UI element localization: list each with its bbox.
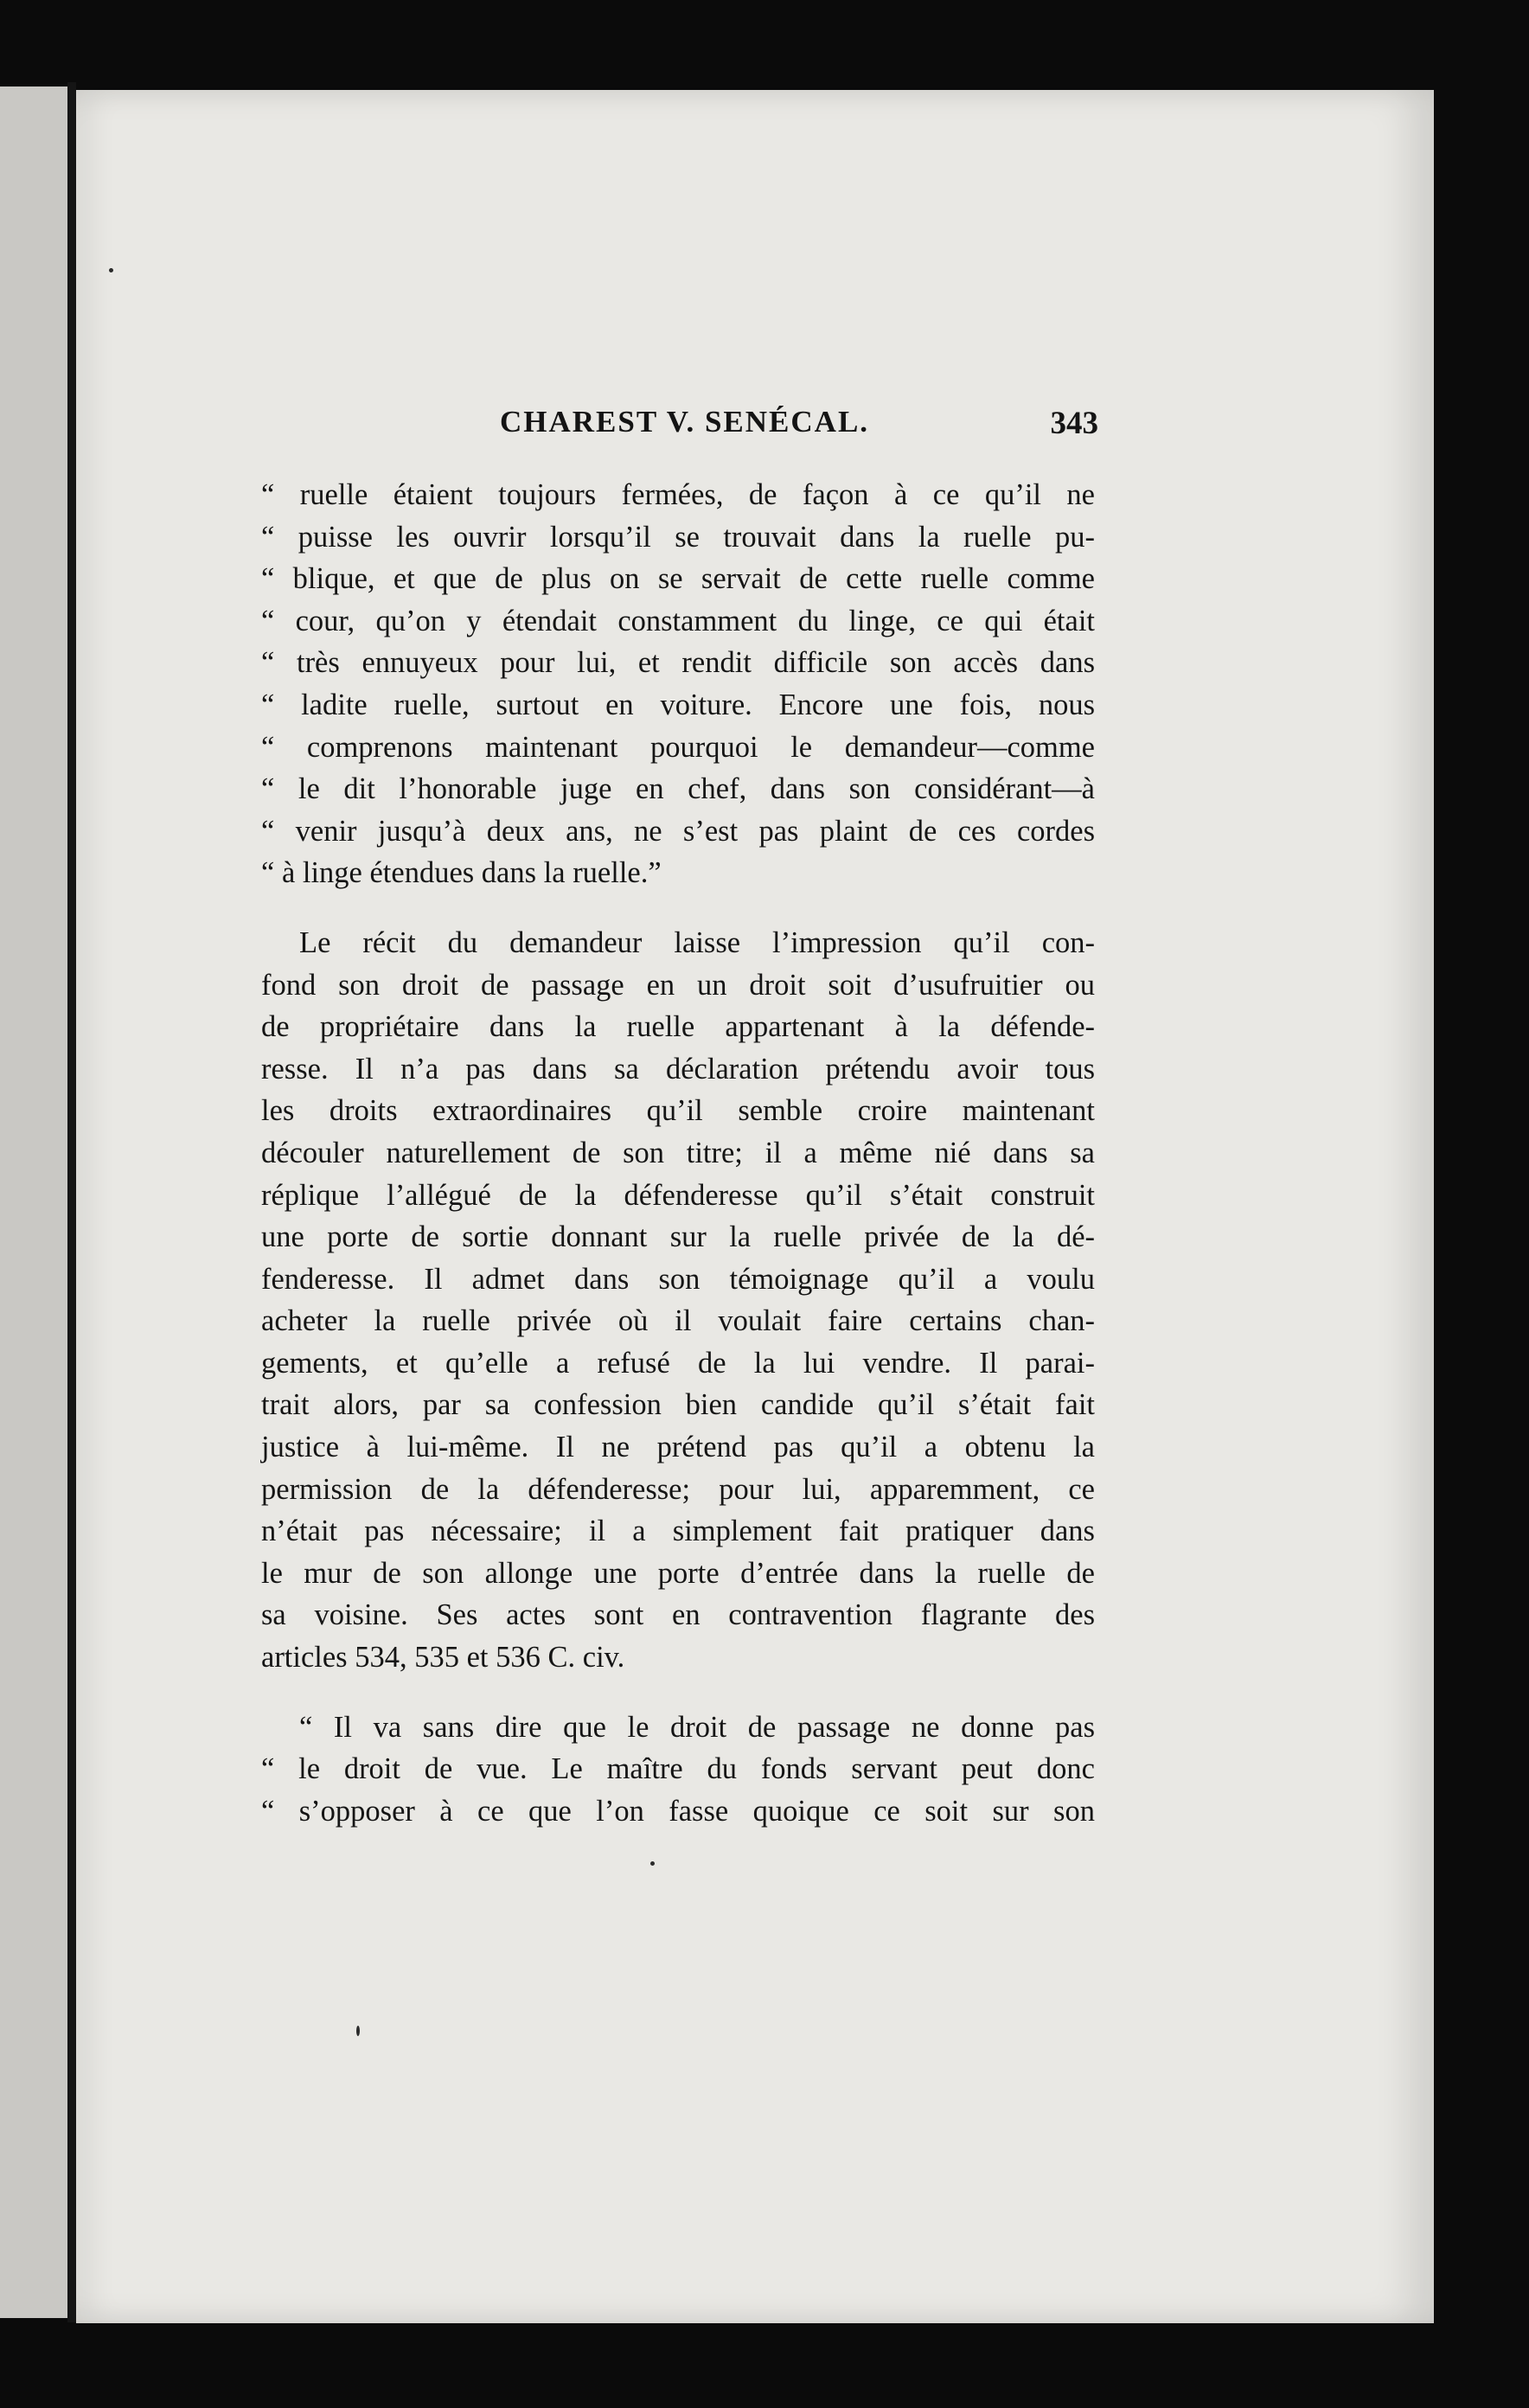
text-line: réplique l’allégué de la défenderesse qu’il s’était construit	[261, 1178, 1095, 1212]
text-line: les droits extraordinaires qu’il semble croire maintenant	[261, 1094, 1095, 1128]
text-line: “ s’opposer à ce que l’on fasse quoique ce soit sur son	[261, 1794, 1095, 1828]
text-line: “ venir jusqu’à deux ans, ne s’est pas plaint de ces cordes	[261, 814, 1095, 848]
body-text	[261, 474, 1095, 1832]
text-line: le mur de son allonge une porte d’entrée dans la ruelle de	[261, 1556, 1095, 1590]
ink-speck	[109, 268, 113, 272]
text-line: une porte de sortie donnant sur la ruelle privée de la dé-	[261, 1220, 1095, 1254]
text-line: sa voisine. Ses actes sont en contravention flagrante des	[261, 1598, 1095, 1632]
page-number: 343	[1050, 406, 1098, 441]
text-line: découler naturellement de son titre; il a même nié dans sa	[261, 1136, 1095, 1169]
text-line: “ cour, qu’on y étendait constamment du linge, ce qui était	[261, 604, 1095, 637]
text-line: fenderesse. Il admet dans son témoignage qu’il a voulu	[261, 1262, 1095, 1296]
text-line: “ ruelle étaient toujours fermées, de façon à ce qu’il ne	[261, 478, 1095, 511]
text-line: justice à lui-même. Il ne prétend pas qu’il a obtenu la	[261, 1431, 1095, 1464]
text-line: “ à linge étendues dans la ruelle.”	[261, 856, 662, 890]
ink-speck	[650, 1861, 655, 1866]
ink-speck	[356, 2026, 360, 2036]
text-line: “ très ennuyeux pour lui, et rendit difficile son accès dans	[261, 646, 1095, 680]
binding-gutter	[67, 82, 76, 2322]
text-line: de propriétaire dans la ruelle appartenant à la défende-	[261, 1010, 1095, 1044]
text-line: “ comprenons maintenant pourquoi le demandeur—comme	[261, 730, 1095, 764]
text-line: acheter la ruelle privée où il voulait faire certains chan-	[261, 1304, 1095, 1338]
paragraph-body	[261, 922, 1095, 1679]
text-line: n’était pas nécessaire; il a simplement fait pratiquer dans	[261, 1515, 1095, 1548]
facing-page-edge	[0, 86, 74, 2318]
text-line: “ blique, et que de plus on se servait de cette ruelle comme	[261, 562, 1095, 596]
text-line: trait alors, par sa confession bien candide qu’il s’était fait	[261, 1388, 1095, 1422]
text-line: “ puisse les ouvrir lorsqu’il se trouvait dans la ruelle pu-	[261, 520, 1095, 554]
text-line: gements, et qu’elle a refusé de la lui vendre. Il parai-	[261, 1346, 1095, 1380]
text-line: articles 534, 535 et 536 C. civ.	[261, 1641, 625, 1675]
paragraph-quote	[261, 1707, 1095, 1833]
text-line: Le récit du demandeur laisse l’impression qu’il con-	[299, 925, 1095, 959]
paragraph-quote-continuation	[261, 474, 1095, 894]
text-line: “ le droit de vue. Le maître du fonds servant peut donc	[261, 1752, 1095, 1786]
text-line: permission de la défenderesse; pour lui, apparemment, ce	[261, 1472, 1095, 1506]
text-line: resse. Il n’a pas dans sa déclaration prétendu avoir tous	[261, 1052, 1095, 1086]
text-line: “ Il va sans dire que le droit de passage ne donne pas	[299, 1710, 1095, 1744]
text-line: “ ladite ruelle, surtout en voiture. Encore une fois, nous	[261, 688, 1095, 721]
running-head: CHAREST V. SENÉCAL.	[500, 405, 870, 439]
text-line: “ le dit l’honorable juge en chef, dans son considérant—à	[261, 772, 1095, 806]
text-line: fond son droit de passage en un droit soit d’usufruitier ou	[261, 968, 1095, 1002]
page-header	[424, 405, 1098, 453]
